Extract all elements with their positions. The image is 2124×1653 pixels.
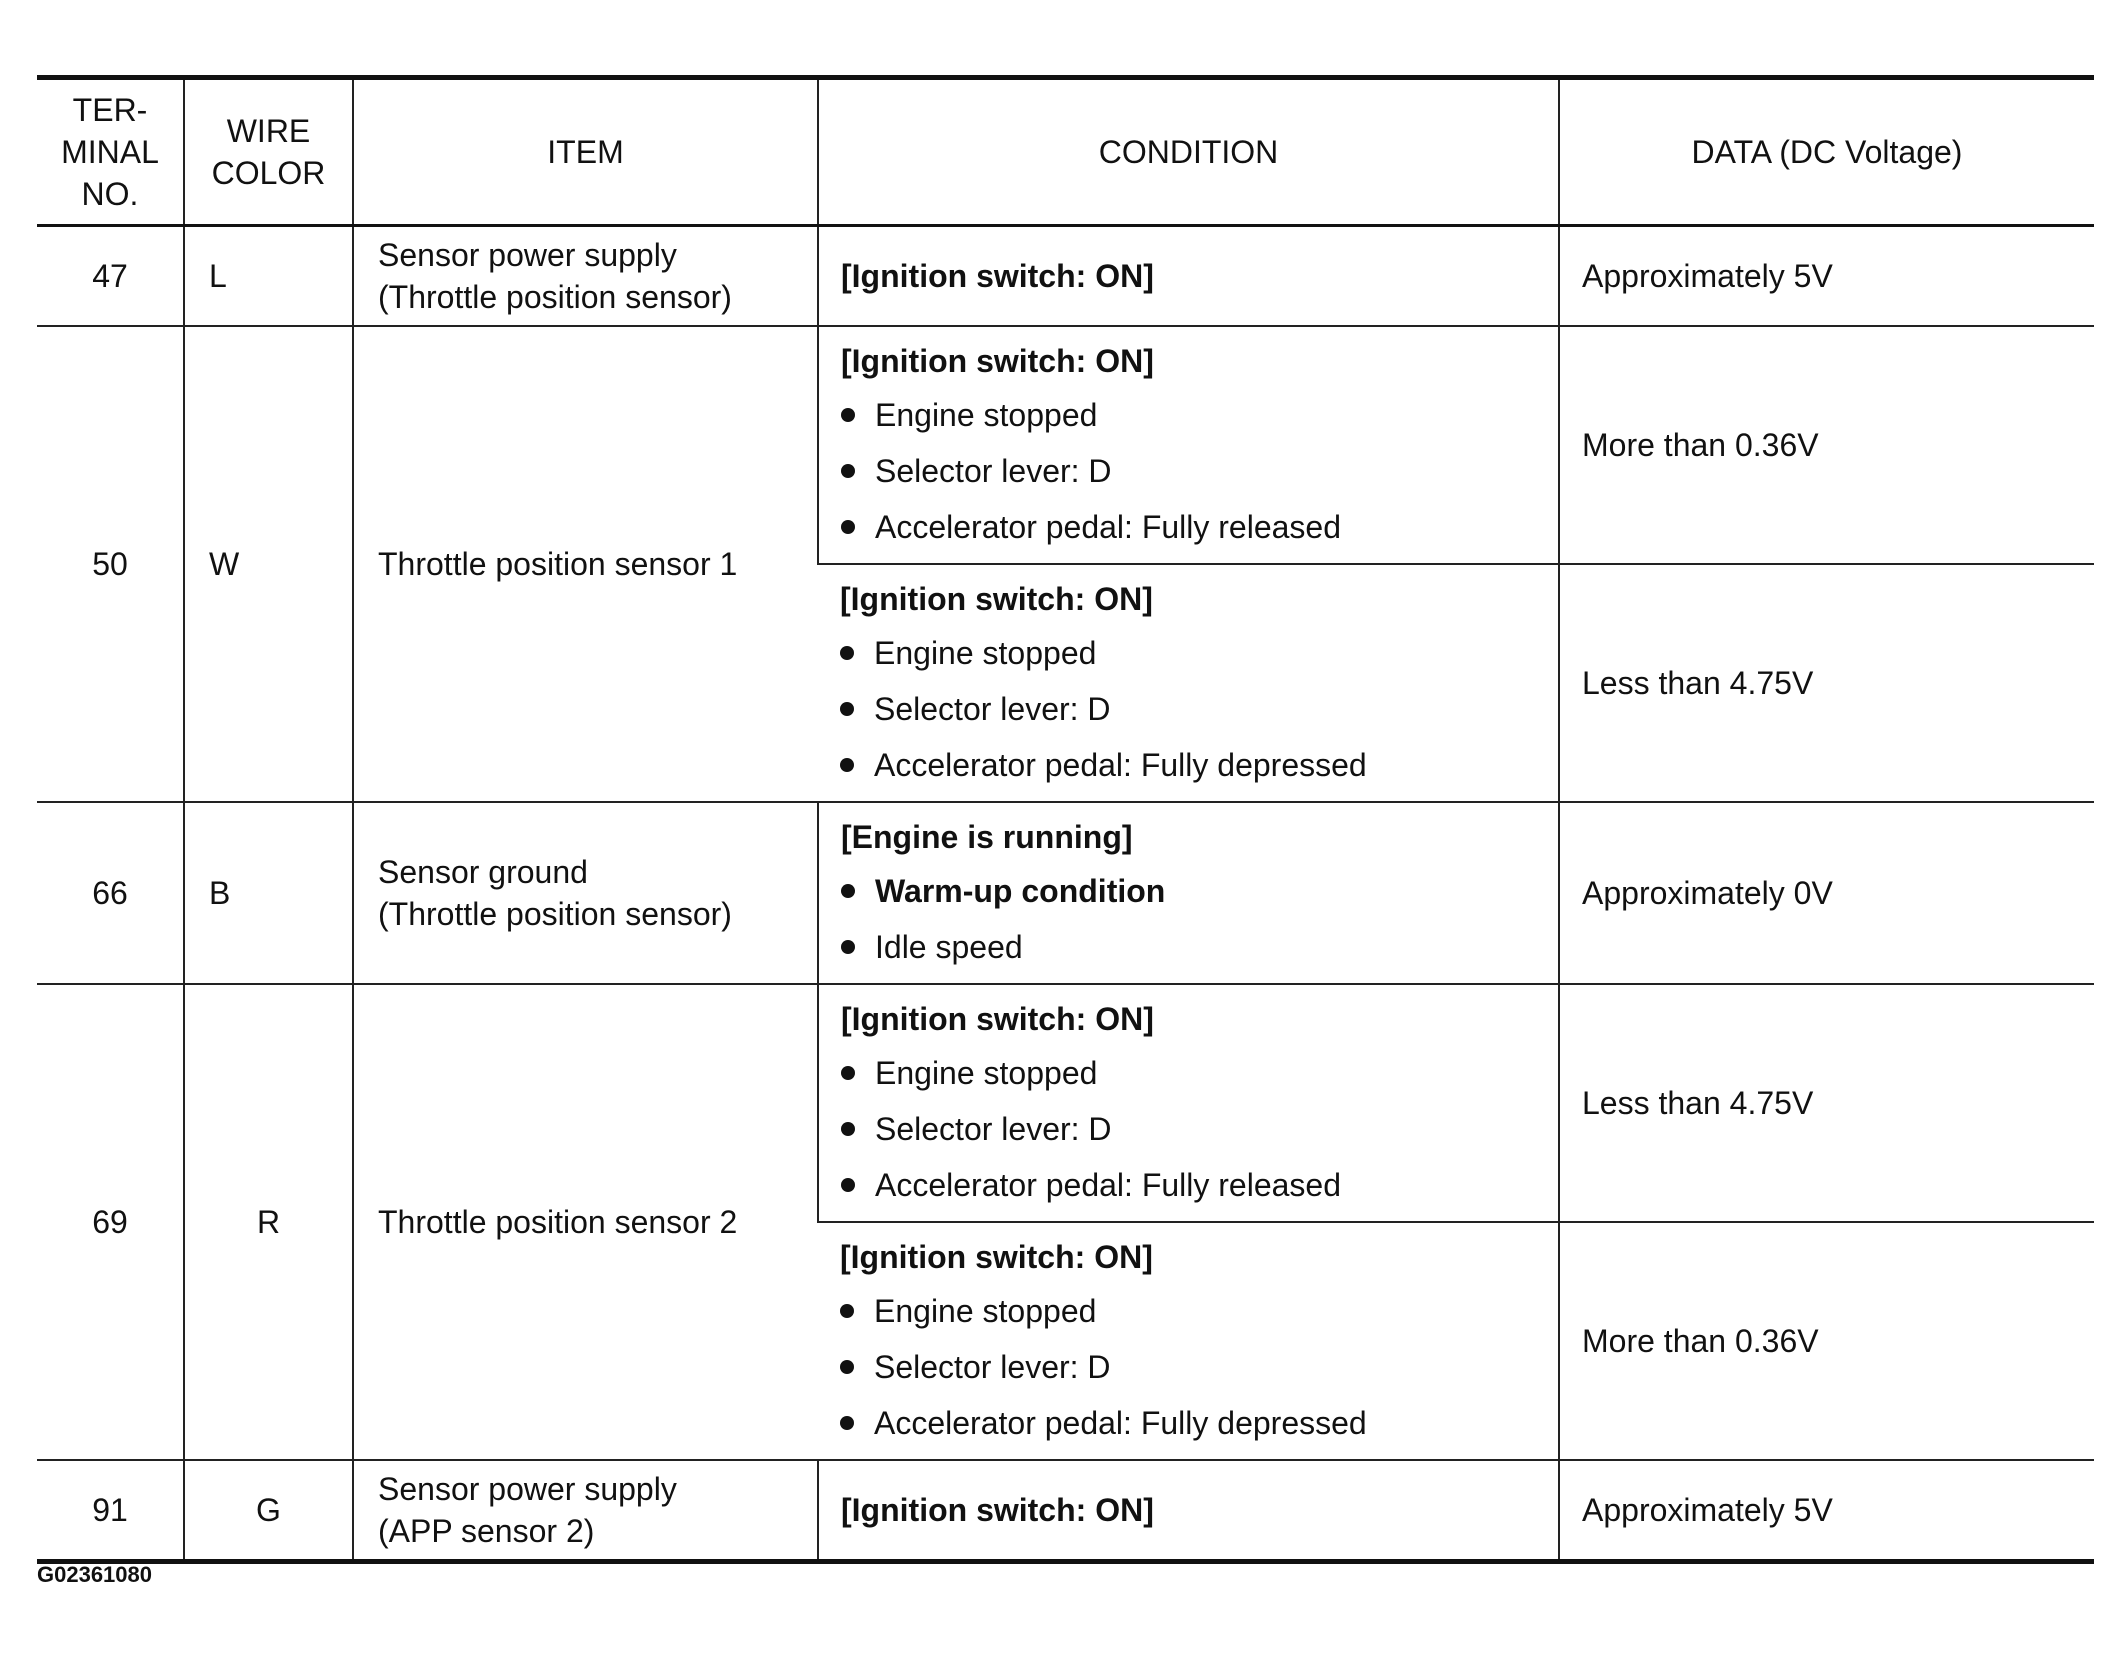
item-line: Throttle position sensor 2 [378, 1204, 738, 1240]
condition-bullet-text: Engine stopped [874, 635, 1097, 671]
condition-bullet-text: Accelerator pedal: Fully depressed [874, 747, 1367, 783]
terminal-no-cell: 47 [37, 226, 184, 327]
condition-bullet-text: Warm-up condition [875, 873, 1166, 909]
bullet-icon [840, 758, 854, 772]
terminal-no-cell: 91 [37, 1460, 184, 1562]
header-row [37, 78, 2094, 226]
condition-bullet-text: Idle speed [875, 929, 1023, 965]
table-row [37, 984, 2094, 1222]
wire-color-cell: L [184, 226, 353, 327]
condition-bullet-item [840, 1339, 1558, 1395]
wire-color-cell: W [184, 326, 353, 802]
bullet-icon [841, 520, 855, 534]
condition-heading: [Engine is running] [841, 819, 1133, 855]
condition-bullet-item [840, 1283, 1558, 1339]
data-voltage-cell: More than 0.36V [1559, 326, 2094, 564]
bullet-icon [840, 1304, 854, 1318]
condition-bullet-item [841, 443, 1558, 499]
wire-color-cell: B [184, 802, 353, 984]
condition-bullet-text: Accelerator pedal: Fully depressed [874, 1405, 1367, 1441]
condition-bullet-text: Selector lever: D [875, 1111, 1112, 1147]
condition-cell [818, 326, 1559, 564]
condition-cell [818, 564, 1559, 802]
item-line: Sensor ground [378, 854, 588, 890]
terminal-data-sheet [37, 75, 2094, 1564]
bullet-icon [841, 940, 855, 954]
condition-cell [818, 1222, 1559, 1460]
figure-id: G02361080 [37, 1562, 152, 1587]
bullet-icon [840, 1360, 854, 1374]
condition-cell [818, 1460, 1559, 1562]
condition-bullet-text: Selector lever: D [875, 453, 1112, 489]
condition-bullet-item [841, 387, 1558, 443]
item-line: Sensor power supply [378, 237, 677, 273]
condition-bullet-text: Selector lever: D [874, 691, 1111, 727]
bullet-icon [841, 1066, 855, 1080]
condition-bullet-item [840, 1395, 1558, 1451]
condition-bullet-text: Selector lever: D [874, 1349, 1111, 1385]
condition-bullet-text: Engine stopped [875, 397, 1098, 433]
bullet-icon [841, 1178, 855, 1192]
item-line: (Throttle position sensor) [378, 896, 732, 932]
condition-heading: [Ignition switch: ON] [841, 258, 1154, 294]
data-voltage-cell: Less than 4.75V [1559, 564, 2094, 802]
item-cell [353, 226, 818, 327]
bullet-icon [841, 408, 855, 422]
condition-heading: [Ignition switch: ON] [841, 343, 1154, 379]
item-line: (Throttle position sensor) [378, 279, 732, 315]
header-terminal-line: TER- [72, 92, 148, 128]
condition-bullet-text: Engine stopped [874, 1293, 1097, 1329]
bullet-icon [840, 1416, 854, 1430]
wire-color-cell: R [184, 984, 353, 1460]
condition-bullet-text: Accelerator pedal: Fully released [875, 1167, 1342, 1203]
header-wire-color [184, 78, 353, 226]
data-voltage-cell: Approximately 5V [1559, 1460, 2094, 1562]
table-body [37, 226, 2094, 1562]
data-voltage-cell: Approximately 5V [1559, 226, 2094, 327]
bullet-icon [841, 464, 855, 478]
header-condition: CONDITION [818, 78, 1559, 226]
bullet-icon [840, 702, 854, 716]
table-row [37, 802, 2094, 984]
table-row [37, 326, 2094, 564]
bullet-icon [840, 646, 854, 660]
terminal-no-cell: 66 [37, 802, 184, 984]
item-line: (APP sensor 2) [378, 1513, 595, 1549]
header-wire-line: WIRE [226, 113, 311, 149]
table-row [37, 1460, 2094, 1562]
condition-bullet-text: Engine stopped [875, 1055, 1098, 1091]
wire-color-cell: G [184, 1460, 353, 1562]
data-voltage-cell: Approximately 0V [1559, 802, 2094, 984]
condition-bullet-item [840, 681, 1558, 737]
condition-bullet-item [840, 737, 1558, 793]
condition-bullet-item [840, 625, 1558, 681]
condition-bullet-item [841, 863, 1558, 919]
header-wire-line: COLOR [211, 155, 326, 191]
terminal-table [37, 75, 2094, 1564]
data-voltage-cell: More than 0.36V [1559, 1222, 2094, 1460]
header-terminal-line: MINAL [61, 134, 159, 170]
item-cell [353, 984, 818, 1460]
table-row [37, 226, 2094, 327]
condition-bullet-text: Accelerator pedal: Fully released [875, 509, 1342, 545]
bullet-icon [841, 1122, 855, 1136]
condition-heading: [Ignition switch: ON] [841, 1001, 1154, 1037]
item-line: Sensor power supply [378, 1471, 677, 1507]
condition-bullet-item [841, 919, 1558, 975]
terminal-no-cell: 50 [37, 326, 184, 802]
item-cell [353, 326, 818, 802]
condition-cell [818, 226, 1559, 327]
header-terminal-line: NO. [81, 176, 139, 212]
header-data: DATA (DC Voltage) [1559, 78, 2094, 226]
condition-heading: [Ignition switch: ON] [840, 581, 1153, 617]
condition-bullet-item [841, 1157, 1558, 1213]
header-item: ITEM [353, 78, 818, 226]
condition-cell [818, 984, 1559, 1222]
condition-bullet-item [841, 499, 1558, 555]
item-cell [353, 1460, 818, 1562]
terminal-no-cell: 69 [37, 984, 184, 1460]
condition-bullet-item [841, 1045, 1558, 1101]
item-line: Throttle position sensor 1 [378, 546, 738, 582]
condition-heading: [Ignition switch: ON] [840, 1239, 1153, 1275]
condition-heading: [Ignition switch: ON] [841, 1492, 1154, 1528]
data-voltage-cell: Less than 4.75V [1559, 984, 2094, 1222]
header-terminal-no [37, 78, 184, 226]
bullet-icon [841, 884, 855, 898]
item-cell [353, 802, 818, 984]
condition-cell [818, 802, 1559, 984]
condition-bullet-item [841, 1101, 1558, 1157]
